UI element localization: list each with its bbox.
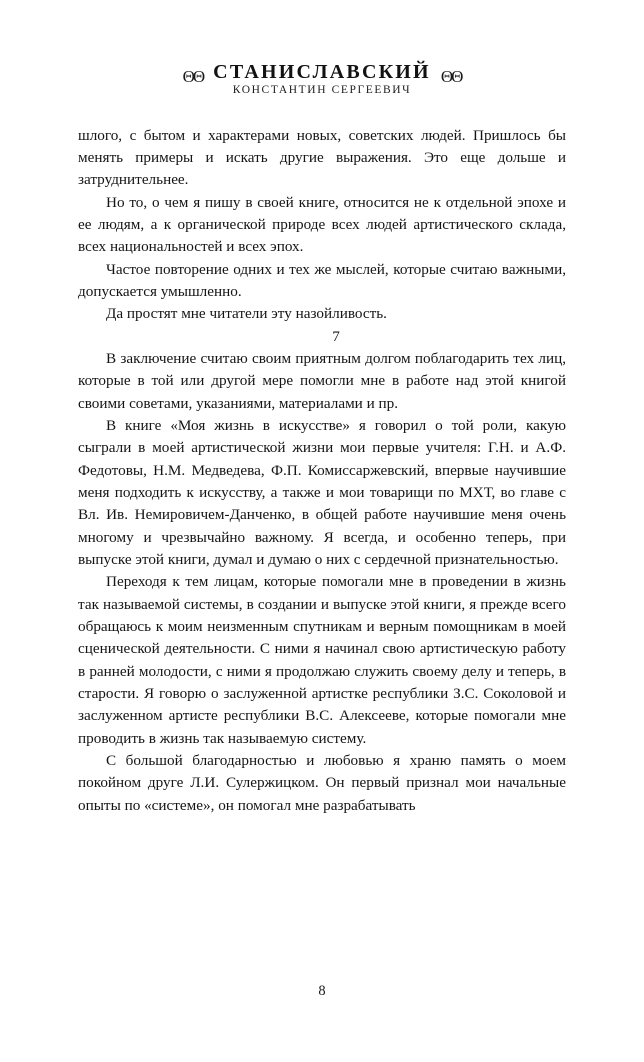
- paragraph: В книге «Моя жизнь в искусстве» я говорил о той роли, какую сыграли в моей артистической жизни мои первые учителя: Г.Н. и А.Ф. Федотовы, Н.М. Медведева, Ф.П. Комиссаржевский, впервые научившие меня подходить к искусству, а также и мои товарищи по МХТ, во главе с Вл. Ив. Немировичем-Данченко, в общей работе научившие меня очень многому и чрезвычайно важному. Я всегда, и особенно теперь, при выпуске этой книги, думал и думаю о них с сердечной признательностью.: [78, 416, 566, 569]
- paragraph: шлого, с бытом и характерами новых, советских людей. Пришлось бы менять примеры и искать другие выражения. Это еще дольше и затруднительнее.: [78, 126, 566, 189]
- paragraph: Да простят мне читатели эту назойливость.: [106, 305, 387, 323]
- author-surname: СТАНИСЛАВСКИЙ: [213, 61, 431, 83]
- paragraph: В заключение считаю своим приятным долгом поблагодарить тех лиц, которые в той или другой мере помогли мне в работе над этой книгой своими советами, указаниями, материалами и пр.: [78, 349, 566, 412]
- paragraph: Частое повторение одних и тех же мыслей, которые считаю важными, допускается умышленно.: [78, 260, 566, 300]
- theatre-masks-icon-left: ΘΘ: [182, 66, 204, 86]
- page-number: 8: [318, 983, 326, 999]
- book-page: [0, 62, 644, 1062]
- theatre-masks-icon-right: ΘΘ: [440, 66, 462, 86]
- section-number: 7: [332, 327, 340, 345]
- paragraph: Но то, о чем я пишу в своей книге, относится не к отдельной эпохе и ее людям, а к органической природе всех людей артистического склада, всех национальностей и всех эпох.: [78, 193, 566, 256]
- page-header: [78, 62, 566, 97]
- author-given-name: КОНСТАНТИН СЕРГЕЕВИЧ: [232, 84, 412, 96]
- author-name-row: [78, 61, 566, 86]
- page-body: [78, 125, 566, 818]
- paragraph: С большой благодарностью и любовью я храню память о моем покойном друге Л.И. Сулержицком. Он первый признал мои начальные опыты по «системе», он помогал мне разрабатывать: [78, 752, 566, 814]
- paragraph: Переходя к тем лицам, которые помогали мне в проведении в жизнь так называемой системы, в создании и выпуске этой книги, я прежде всего обращаюсь к моим неизменным спутникам и верным помощникам в моей сценической деятельности. С ними я начинал свою артистическую работу в ранней молодости, с ними я продолжаю служить своему делу и теперь, в старости. Я говорю о заслуженной артистке республики З.С. Соколовой и заслуженном артисте республики В.С. Алексееве, которые помогали мне проводить в жизнь так называемую систему.: [78, 573, 566, 747]
